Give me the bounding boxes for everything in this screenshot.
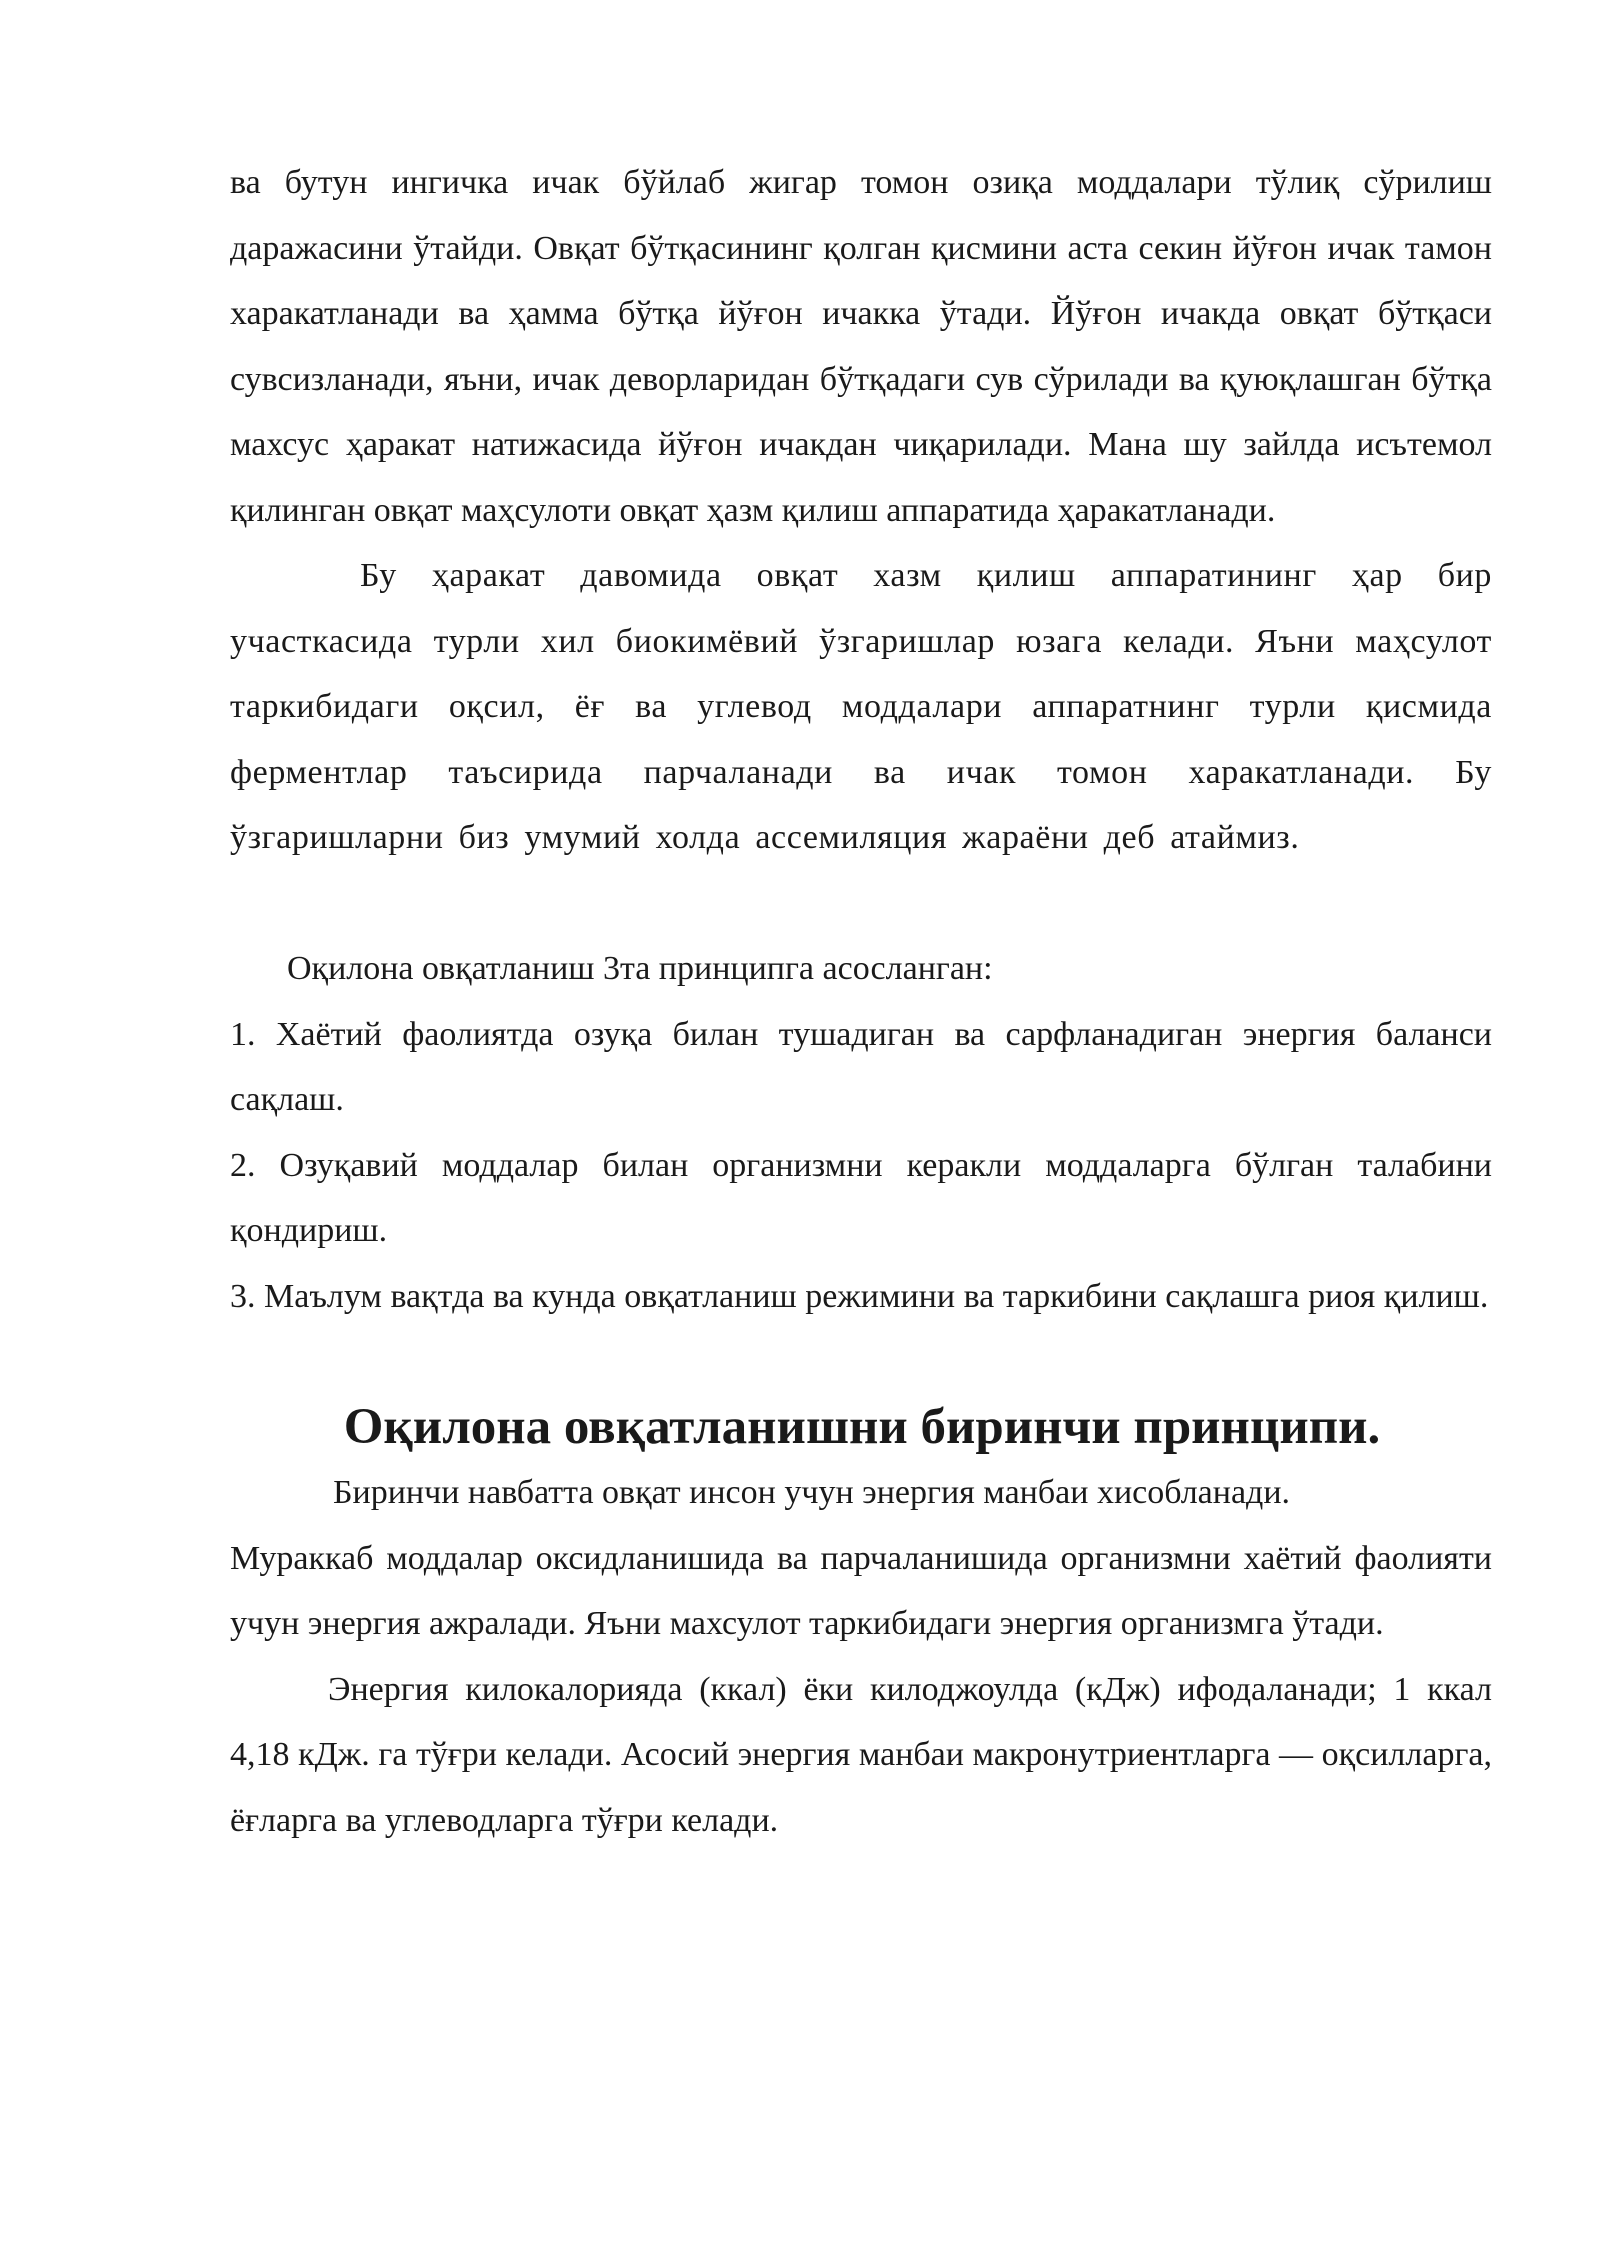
paragraph-assimilation: Бу ҳаракат давомида овқат хазм қилиш аппаратининг ҳар бир участкасида турли хил биокимёвий ўзгаришлар юзага келади. Яъни маҳсулот таркибидаги оқсил, ёғ ва углевод моддалари аппаратнинг турли қисмида ферментлар таъсирида парчаланади ва ичак томон харакатланади. Бу ўзгаришларни биз умумий холда ассемиляция жараёни деб атаймиз. xyxy=(230,557,1492,856)
list-item-principle-1: 1. Хаётий фаолиятда озуқа билан тушадиган ва сарфланадиган энергия баланси сақлаш. xyxy=(230,1015,1492,1118)
spacer xyxy=(230,1329,1492,1395)
paragraph-digestion: ва бутун ингичка ичак бўйлаб жигар томон озиқа моддалари тўлиқ сўрилиш даражасини ўтайди. Овқат бўтқасининг қолган қисмини аста секин йўғон ичак тамон харакатланади ва ҳамма бўтқа йўғон ичакка ўтади. Йўғон ичакда овқат бўтқаси сувсизланади, яъни, ичак деворларидан бўтқадаги сув сўрилади ва қуюқлашган бўтқа махсус ҳаракат натижасида йўғон ичакдан чиқарилади. Мана шу зайлда исътемол қилинган овқат маҳсулоти овқат ҳазм қилиш аппаратида ҳаракатланади. xyxy=(230,164,1492,529)
list-item-principle-2: 2. Озуқавий моддалар билан организмни керакли моддаларга бўлган талабини қондириш. xyxy=(230,1146,1492,1249)
spacer xyxy=(230,871,1492,937)
section-heading: Оқилона овқатланишни биринчи принципи. xyxy=(343,1398,1381,1455)
paragraph-principles-intro: Оқилона овқатланиш 3та принципга асосланган: xyxy=(287,950,993,987)
paragraph-energy-release: Мураккаб моддалар оксидланишида ва парчаланишида организмни хаётий фаолияти учун энергия ажралади. Яъни махсулот таркибидаги энергия организмга ўтади. xyxy=(230,1539,1492,1642)
paragraph-energy-units: Энергия килокалорияда (ккал) ёки килоджоулда (кДж) ифодаланади; 1 ккал 4,18 кДж. га тўғри келади. Асосий энергия манбаи макронутриентларга — оқсилларга, ёғларга ва углеводларга тўғри келади. xyxy=(230,1670,1492,1839)
document-page xyxy=(230,150,1492,1853)
list-item-principle-3: 3. Маълум вақтда ва кунда овқатланиш режимини ва таркибини сақлашга риоя қилиш. xyxy=(230,1277,1489,1315)
paragraph-energy-source: Биринчи навбатта овқат инсон учун энергия манбаи хисобланади. xyxy=(333,1474,1291,1511)
